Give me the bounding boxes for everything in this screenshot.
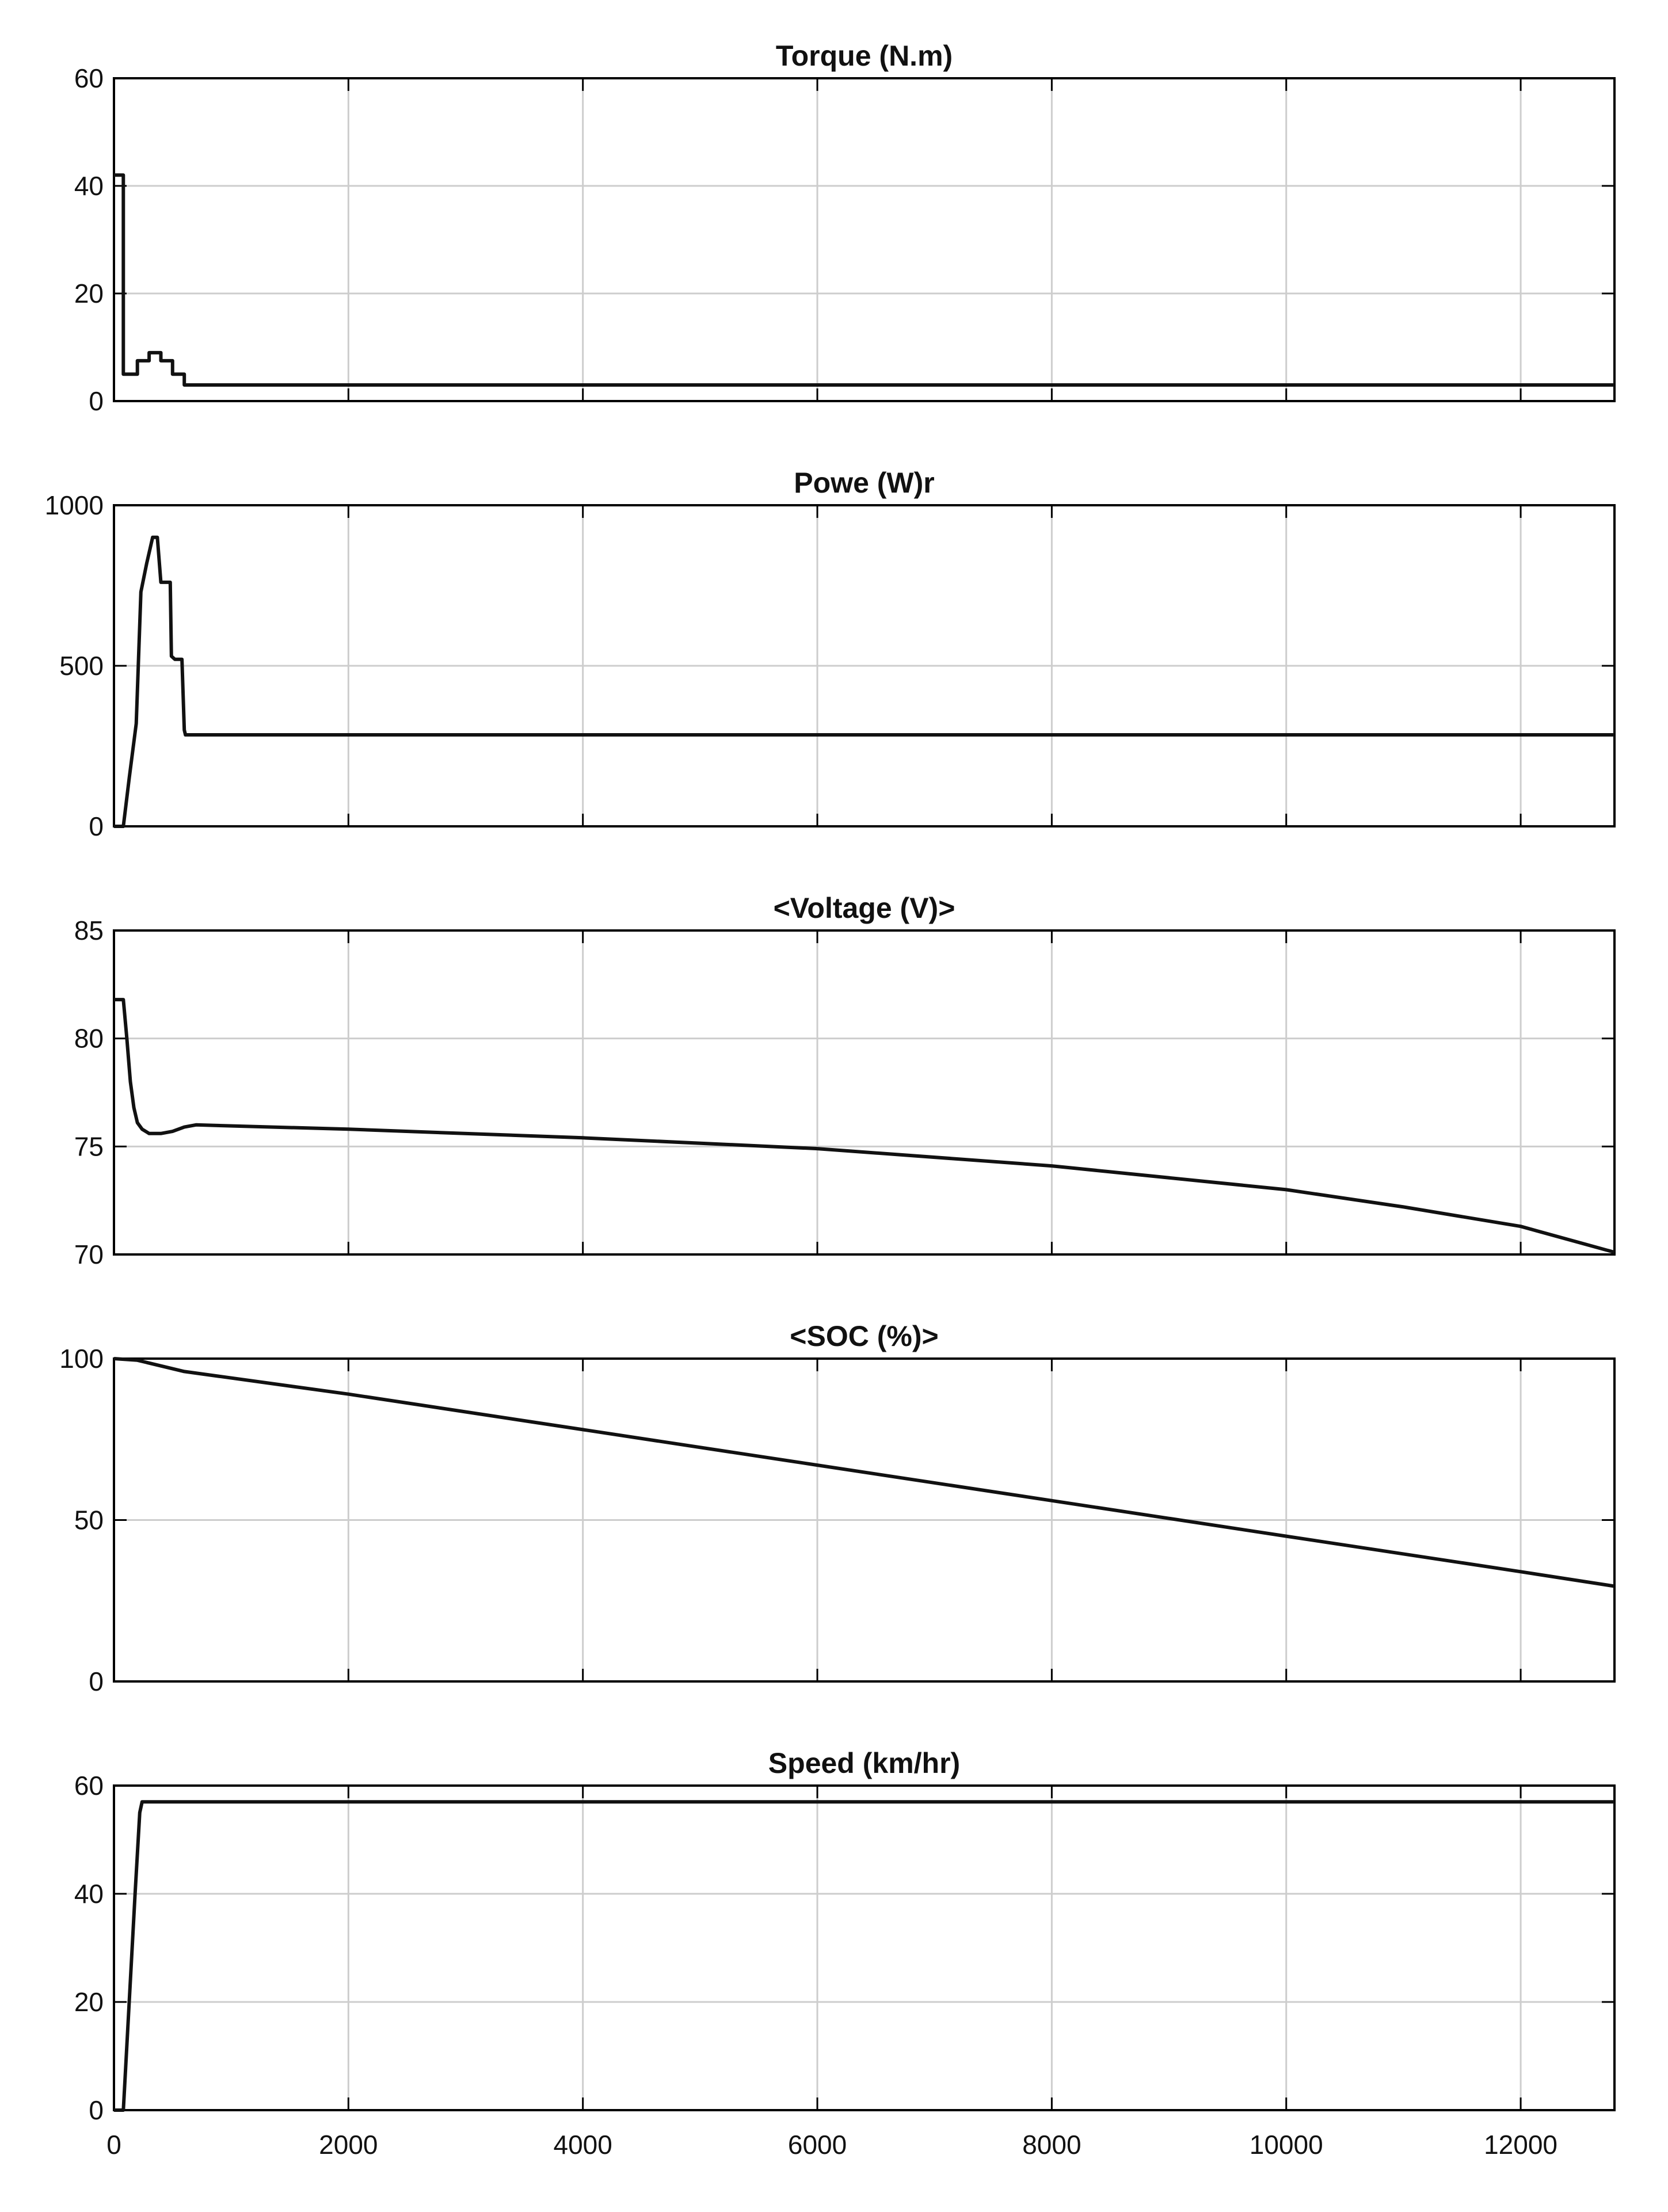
speed-ytick-label: 60 <box>74 1771 104 1801</box>
power-ytick-label: 1000 <box>44 490 104 520</box>
speed-xtick-label: 6000 <box>787 2130 847 2160</box>
subplot-power <box>45 467 1614 841</box>
torque-chart-title: Torque (N.m) <box>775 40 953 72</box>
torque-ytick-label: 40 <box>74 171 104 201</box>
speed-xtick-label: 0 <box>106 2130 121 2160</box>
speed-chart-title: Speed (km/hr) <box>768 1747 961 1779</box>
torque-ytick-label: 60 <box>74 63 104 93</box>
torque-plot-area <box>114 78 1614 401</box>
power-ytick-label: 500 <box>59 651 104 681</box>
speed-xtick-label: 12000 <box>1484 2130 1558 2160</box>
speed-xtick-label: 2000 <box>319 2130 378 2160</box>
soc-ytick-label: 100 <box>59 1344 104 1374</box>
voltage-ytick-label: 75 <box>74 1131 104 1162</box>
subplot-soc <box>59 1320 1614 1696</box>
torque-ytick-label: 0 <box>89 386 104 416</box>
power-ytick-label: 0 <box>89 811 104 841</box>
speed-ytick-label: 20 <box>74 1987 104 2017</box>
voltage-ytick-label: 70 <box>74 1240 104 1269</box>
speed-xtick-label: 4000 <box>553 2130 612 2160</box>
speed-ytick-label: 0 <box>89 2095 104 2125</box>
voltage-ytick-label: 85 <box>74 916 104 945</box>
torque-ytick-label: 20 <box>74 279 104 308</box>
subplot-voltage <box>74 892 1614 1269</box>
soc-chart-title: <SOC (%)> <box>790 1320 939 1352</box>
voltage-ytick-label: 80 <box>74 1023 104 1054</box>
subplot-speed <box>74 1747 1614 2160</box>
speed-xtick-label: 10000 <box>1249 2130 1323 2160</box>
speed-xtick-label: 8000 <box>1022 2130 1081 2160</box>
power-chart-title: Powe (W)r <box>794 467 935 499</box>
subplot-torque <box>74 40 1614 416</box>
voltage-chart-title: <Voltage (V)> <box>773 892 955 924</box>
soc-ytick-label: 0 <box>89 1666 104 1696</box>
speed-ytick-label: 40 <box>74 1879 104 1909</box>
soc-ytick-label: 50 <box>74 1505 104 1535</box>
speed-plot-area <box>114 1786 1614 2110</box>
